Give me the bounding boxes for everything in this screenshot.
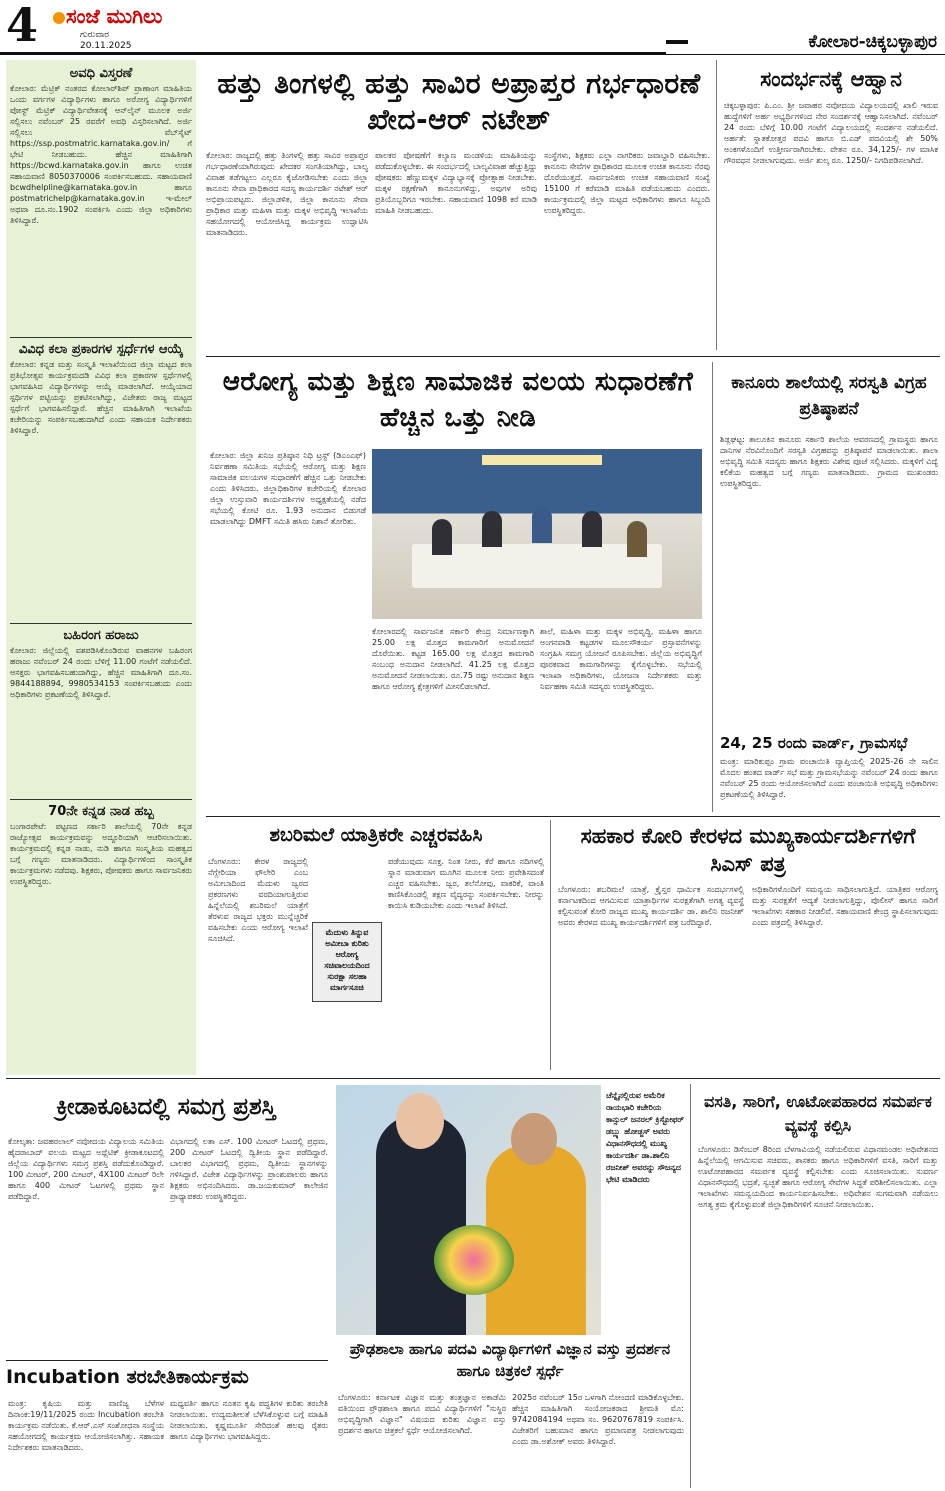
sun-icon [53,12,65,24]
column-rule [716,60,717,350]
article-column: ಮಧ್ಯವರ್ತಿ ಹಾಗೂ ನೂತನ ಕೃಷಿ ಪದ್ಧತಿಗಳ ಕುರಿತು ತರಬೇತಿ ನೀಡಲಾಯಿತು. ಉದ್ಯಮಶೀಲತೆ ಬೆಳೆಸಿಕೊಳ್ಳುವ ಬಗ್ಗೆ ಮಾಹಿತಿ ನೀಡಲಾಯಿತು. ಕೃಷ್ಣಮೂರ್ತಿ ಸೇರಿದಂತೆ ಹಲವು ರೈತರು ಹಾಗೂ ವಿದ್ಯಾರ್ಥಿಗಳು ಭಾಗವಹಿಸಿದ್ದರು. [170,1399,328,1441]
article-headline: 24, 25 ರಂದು ವಾರ್ಡ್, ಗ್ರಾಮಸಭೆ [720,734,908,752]
paper-name: ಸಂಜೆ ಮುಗಿಲು [66,4,163,28]
article-headline: ಹತ್ತು ತಿಂಗಳಲ್ಲಿ ಹತ್ತು ಸಾವಿರ ಅಪ್ರಾಪ್ತರ ಗರ್ಭಧಾರಣೆ ಖೇದ-ಆರ್ ನಟೇಶ್ [217,67,701,136]
head-shape [511,1113,557,1165]
paper-logo [52,4,202,30]
article-column: 2025ರ ನವೆಂಬರ್ 15ರ ಒಳಗಾಗಿ ನೋಂದಣಿ ಮಾಡಿಕೊಳ್ಳಬೇಕು. ಹೆಚ್ಚಿನ ಮಾಹಿತಿಗಾಗಿ ಸಂಯೋಜಕರಾದ ಶ್ರೀಮತಿ ಮೊ: 9742084194 ಅಥವಾ ಸಂ. 9620767819 ಸಂಪರ್ಕಿಸಿ. ವಿಜೇತರಿಗೆ ಬಹುಮಾನ ಹಾಗೂ ಪ್ರಮಾಣಪತ್ರ ನೀಡಲಾಗುವುದು ಎಂದು ಡಾ.ಅಶೋಕ್ ಅವರು ತಿಳಿಸಿದ್ದಾರೆ. [512,1393,684,1446]
weekday: ಗುರುವಾರ [80,30,110,40]
article-column: ಕೋಲಾರ: ಜಿಲ್ಲಾ ಖನಿಜ ಪ್ರತಿಷ್ಠಾನ ನಿಧಿ ಟ್ರಸ್ಟ್ (ಡಿಎಂಎಫ್) ನಿರ್ವಹಣಾ ಸಮಿತಿಯ ಸಭೆಯಲ್ಲಿ ಆರೋಗ್ಯ ಮತ್ತು ಶಿಕ್ಷಣ ಸಾಮಾಜಿಕ ವಲಯಗಳ ಸುಧಾರಣೆಗೆ ಹೆಚ್ಚಿನ ಒತ್ತು ನೀಡಬೇಕು ಎಂದು ತಿಳಿಸಿದರು. ಜಿಲ್ಲಾಧಿಕಾರಿಗಳ ಕಚೇರಿಯಲ್ಲಿ ಕೋಲಾರ ಜಿಲ್ಲಾ ಉಸ್ತುವಾರಿ ಕಾರ್ಯದರ್ಶಿಗಳ ಅಧ್ಯಕ್ಷತೆಯಲ್ಲಿ ನಡೆದ ಸಭೆಯಲ್ಲಿ ಕೋಟಿ ರೂ. 1.93 ಅನುದಾನ ಬಿಡುಗಡೆ ಮಾಡಲಾಗಿದ್ದು DMFT ಸಮಿತಿ ಹಸಿರು ನಿಶಾನೆ ತೋರಿತು. [210,451,366,526]
article-body: ಮಂತ್ರ: ಮಾರಿಕುಪ್ಪಂ ಗ್ರಾಮ ಪಂಚಾಯಿತಿ ವ್ಯಾಪ್ತಿಯಲ್ಲಿ 2025-26 ನೇ ಸಾಲಿನ ಮೊದಲ ಹಂತದ ವಾರ್ಡ್ ಸಭೆ ಮತ್ತು ಗ್ರಾಮಸಭೆಯನ್ನು ನವೆಂಬರ್ 24 ರಂದು ಹಾಗೂ ನವೆಂಬರ್ 25 ರಂದು ಆಯೋಜಿಸಲಾಗಿದೆ ಎಂದು ಪಂಚಾಯಿತಿ ಅಭಿವೃದ್ಧಿ ಅಧಿಕಾರಿಗಳು ಪ್ರಕಟಣೆಯಲ್ಲಿ ತಿಳಿಸಿದ್ದಾರೆ. [720,757,938,799]
article-headline: ಸಂದರ್ಭನಕ್ಕೆ ಆಹ್ವಾನ [760,67,902,91]
head-shape [396,1093,444,1149]
divider [10,337,192,338]
issue-meta [80,30,190,52]
section-title-text: ಕೋಲಾರ-ಚಿಕ್ಕಬಳ್ಳಾಪುರ [808,32,937,52]
article-column: ಬೆಂಗಳೂರು: ಕರ್ನಾಟಕ ವಿಜ್ಞಾನ ಮತ್ತು ತಂತ್ರಜ್ಞಾನ ಅಕಾಡೆಮಿ ವತಿಯಿಂದ ಪ್ರೌಢಶಾಲಾ ಹಾಗೂ ಪದವಿ ವಿದ್ಯಾರ್ಥಿಗಳಿಗೆ "ಸುಸ್ಥಿರ ಅಭಿವೃದ್ಧಿಗಾಗಿ ವಿಜ್ಞಾನ" ವಿಷಯದ ಕುರಿತು ವಿಜ್ಞಾನ ವಸ್ತು ಪ್ರದರ್ಶನ ಹಾಗೂ ಚಿತ್ರಕಲೆ ಸ್ಪರ್ಧೆ ಆಯೋಜಿಸಲಾಗಿದೆ. [338,1393,506,1435]
article-headline: ಶಬರಿಮಲೆ ಯಾತ್ರಿಕರೇ ಎಚ್ಚರವಹಿಸಿ [269,824,483,846]
article-column: ಕೋಲ್ಕತಾ: ಜವಹರಲಾಲ್ ನವೋದಯ ವಿದ್ಯಾಲಯ ಸಮಿತಿಯ ಹೈದರಾಬಾದ್ ವಲಯ ಮಟ್ಟದ ಅಥ್ಲೆಟಿಕ್ ಕ್ರೀಡಾಕೂಟದಲ್ಲಿ ಜಿಲ್ಲೆಯ ವಿದ್ಯಾರ್ಥಿಗಳು ಸಮಗ್ರ ಪ್ರಶಸ್ತಿ ಪಡೆದುಕೊಂಡಿದ್ದಾರೆ. 100 ಮೀಟರ್, 200 ಮೀಟರ್, 4X100 ಮೀಟರ್ ರಿಲೇ ಹಾಗೂ 400 ಮೀಟರ್ ಓಟಗಳಲ್ಲಿ ಪ್ರಥಮ ಸ್ಥಾನ ಪಡೆದಿದ್ದಾರೆ. [8,1137,164,1201]
brief-title: 70ನೇ ಕನ್ನಡ ನಾಡ ಹಬ್ಬ [48,804,154,819]
article-column: ಮಂತ್ರ: ಕೃಷಿಯ ಮತ್ತು ವಾಣಿಜ್ಯ ಬೆಳೆಗಳ ದಿನಾಂಕ:19/11/2025 ರಂದು Incubation ತರಬೇತಿ ಕಾರ್ಯಕ್ರಮ ನಡೆಯಿತು. ಕೆ.ಆರ್.ಎಸ್ ಸಂಶೋಧನಾ ಸಂಸ್ಥೆಯ ಸಹಯೋಗದಲ್ಲಿ ಕಾರ್ಯಕ್ರಮ ಆಯೋಜಿಸಲಾಗಿತ್ತು. ಸಹಾಯಕ ನಿರ್ದೇಶಕರು ಮಾತನಾಡಿದರು. [8,1399,164,1452]
article-headline: ಪ್ರೌಢಶಾಲಾ ಹಾಗೂ ಪದವಿ ವಿದ್ಯಾರ್ಥಿಗಳಿಗೆ ವಿಜ್ಞಾನ ವಸ್ತು ಪ್ರದರ್ಶನ ಹಾಗೂ ಚಿತ್ರಕಲೆ ಸ್ಪರ್ಧೆ [349,1340,671,1380]
person-shape [432,519,452,555]
column-rule [690,1084,691,1488]
article-headline: ಆರೋಗ್ಯ ಮತ್ತು ಶಿಕ್ಷಣ ಸಾಮಾಜಿಕ ವಲಯ ಸುಧಾರಣೆಗೆ ಹೆಚ್ಚಿನ ಒತ್ತು ನೀಡಿ [222,367,694,433]
banner-shape [482,455,602,465]
divider [10,623,192,624]
brief-body: ಕೋಲಾರ: ಜಿಲ್ಲೆಯಲ್ಲಿ ವಶಪಡಿಸಿಕೊಂಡಿರುವ ವಾಹನಗಳ ಬಹಿರಂಗ ಹರಾಜು ನವೆಂಬರ್ 24 ರಂದು ಬೆಳಿಗ್ಗೆ 11.00 ಗಂಟೆಗೆ ನಡೆಯಲಿದೆ. ಆಸಕ್ತರು ಭಾಗವಹಿಸಬಹುದಾಗಿದ್ದು, ಹೆಚ್ಚಿನ ಮಾಹಿತಿಗಾಗಿ ದೂ.ಸಂ. 9844188894, 9980534153 ಸಂಪರ್ಕಿಸಬಹುದು ಎಂದು ಅಧಿಕಾರಿಗಳು ಪ್ರಕಟಣೆಯಲ್ಲಿ ತಿಳಿಸಿದ್ದಾರೆ. [10,646,192,699]
divider [10,799,192,800]
article-headline: ವಸತಿ, ಸಾರಿಗೆ, ಊಟೋಪಹಾರದ ಸಮರ್ಪಕ ವ್ಯವಸ್ಥೆ ಕಲ್ಪಿಸಿ [704,1092,932,1135]
article-headline: Incubation ತರಬೇತಿಕಾರ್ಯಕ್ರಮ [6,1366,249,1388]
section-rule [206,816,940,817]
column-rule [550,820,551,1070]
article-body: ಶಿಡ್ಲಘಟ್ಟ: ತಾಲೂಕಿನ ಕಾನೂರು ಸರ್ಕಾರಿ ಶಾಲೆಯ ಆವರಣದಲ್ಲಿ ಗ್ರಾಮಸ್ಥರು ಹಾಗೂ ದಾನಿಗಳ ನೆರವಿನೊಂದಿಗೆ ಸರಸ್ವತಿ ವಿಗ್ರಹವನ್ನು ಪ್ರತಿಷ್ಠಾಪನೆ ಮಾಡಲಾಯಿತು. ಶಾಲಾ ಅಭಿವೃದ್ಧಿ ಸಮಿತಿ ಸದಸ್ಯರು ಹಾಗೂ ಶಿಕ್ಷಕರು ವಿಶೇಷ ಪೂಜೆ ಸಲ್ಲಿಸಿದರು. ಮಕ್ಕಳಿಗೆ ವಿದ್ಯೆ ಕಲಿಕೆಯ ಮಹತ್ವದ ಬಗ್ಗೆ ಗಣ್ಯರು ಮಾತನಾಡಿದರು. ಗ್ರಾಮದ ಮುಖಂಡರು ಉಪಸ್ಥಿತರಿದ್ದರು. [720,435,938,488]
brief-body: ಕೋಲಾರ: ಕನ್ನಡ ಮತ್ತು ಸಂಸ್ಕೃತಿ ಇಲಾಖೆಯಿಂದ ಜಿಲ್ಲಾ ಮಟ್ಟದ ಕಲಾ ಪ್ರತಿಭೋತ್ಸವ ಕಾರ್ಯಕ್ರಮದಡಿ ವಿವಿಧ ಕಲಾ ಪ್ರಕಾರಗಳ ಸ್ಪರ್ಧೆಗಳಲ್ಲಿ ಭಾಗವಹಿಸಿದ ವಿದ್ಯಾರ್ಥಿಗಳನ್ನು ಆಯ್ಕೆ ಮಾಡಲಾಗಿದೆ. ಆಯ್ಕೆಯಾದ ಸ್ಪರ್ಧಿಗಳ ಪಟ್ಟಿಯನ್ನು ಪ್ರಕಟಿಸಲಾಗಿದ್ದು, ವಿಜೇತರು ರಾಜ್ಯ ಮಟ್ಟದ ಸ್ಪರ್ಧೆಗೆ ಭಾಗವಹಿಸಲಿದ್ದಾರೆ. ಹೆಚ್ಚಿನ ಮಾಹಿತಿಗಾಗಿ ಇಲಾಖೆಯ ಕಚೇರಿಯನ್ನು ಸಂಪರ್ಕಿಸಬಹುದಾಗಿದೆ ಎಂದು ಸಹಾಯಕ ನಿರ್ದೇಶಕರು ತಿಳಿಸಿದ್ದಾರೆ. [10,360,192,435]
person-shape [627,521,647,557]
photo-caption: ಚೆನ್ನೈನಲ್ಲಿರುವ ಅಮೆರಿಕ ರಾಯಭಾರಿ ಕಚೇರಿಯ ಕಾನ್ಸುಲ್ ಜನರಲ್ ಕ್ರಿಸ್ಟೋಫರ್ ಡಬ್ಲ್ಯು ಹೋಡ್ಜಸ್ ಅವರು ವಿಧಾನಸೌಧದಲ್ಲಿ ಮುಖ್ಯ ಕಾರ್ಯದರ್ಶಿ ಡಾ.ಶಾಲಿನಿ ರಜನೀಶ್ ಅವರನ್ನು ಸೌಜನ್ಯದ ಭೇಟಿ ಮಾಡಿದರು [606,1091,684,1184]
article-column: ಕೋಲಾರದಲ್ಲಿ ಸಾರ್ವಜನಿಕ ಸರ್ಕಾರಿ ಕೇಂದ್ರ ನಿರ್ಮಾಣಕ್ಕಾಗಿ 25.00 ಲಕ್ಷ ಮೊತ್ತದ ಕಾಮಗಾರಿಗೆ ಅನುಮೋದನೆ ದೊರೆಯಿತು. ಕಟ್ಟಡ 165.00 ಲಕ್ಷ ಮೊತ್ತದ ಕಾಮಗಾರಿ ಸಂಬಂಧ ಅನುದಾನ ನೀಡಲಾಗಿದೆ. 41.25 ಲಕ್ಷ ಮೊತ್ತದ ಅನುಮೋದನೆ ನೀಡಲಾಯಿತು. ರೂ.75 ರಷ್ಟು ಅನುದಾನ ಶಿಕ್ಷಣ ಹಾಗೂ ಆರೋಗ್ಯ ಕ್ಷೇತ್ರಗಳಿಗೆ ಮೀಸಲಿಡಲಾಗಿದೆ. [372,627,534,691]
person-shape [532,507,552,543]
person-shape [582,511,602,547]
article-column: ಅಧಿಕಾರಿಗಳೊಂದಿಗೆ ಸಮನ್ವಯ ಸಾಧಿಸಲಾಗುತ್ತಿದೆ. ಯಾತ್ರಿಕರ ಆರೋಗ್ಯ ಮತ್ತು ಸುರಕ್ಷತೆಗೆ ಆದ್ಯತೆ ನೀಡಲಾಗುತ್ತಿದ್ದು, ಪೊಲೀಸ್ ಹಾಗೂ ಸಾರಿಗೆ ಇಲಾಖೆಗಳು ಸಹಕಾರ ನೀಡಲಿವೆ. ಸಹಾಯವಾಣಿ ಕೇಂದ್ರ ಸ್ಥಾಪಿಸಲಾಗುವುದು ಎಂದು ಪತ್ರದಲ್ಲಿ ತಿಳಿಸಿದ್ದಾರೆ. [752,885,938,927]
article-column: ಬೆಂಗಳೂರು: ಕೇರಳ ರಾಜ್ಯದಲ್ಲಿ ನೆಗ್ಲೇರಿಯಾ ಫೌಲೇರಿ ಎಂಬ ಅಮೀಬಾದಿಂದ ಮೆದುಳು ಜ್ವರದ ಪ್ರಕರಣಗಳು ವರದಿಯಾಗುತ್ತಿರುವ ಹಿನ್ನೆಲೆಯಲ್ಲಿ ಶಬರಿಮಲೆ ಯಾತ್ರೆಗೆ ತೆರಳುವ ರಾಜ್ಯದ ಭಕ್ತರು ಮುನ್ನೆಚ್ಚರಿಕೆ ವಹಿಸಬೇಕು ಎಂದು ಆರೋಗ್ಯ ಇಲಾಖೆ ಸೂಚಿಸಿದೆ. [208,857,308,943]
article-column: ಶಾಲೆ, ಮಹಿಳಾ ಮತ್ತು ಮಕ್ಕಳ ಅಭಿವೃದ್ಧಿ, ಮಹಿಳಾ ಹಾಗೂ ಅಂಗನವಾಡಿ ಕಟ್ಟಡಗಳ ಮೂಲಸೌಕರ್ಯ ಪ್ರಸ್ತಾವನೆಗಳನ್ನು ಸಂಗ್ರಹಿಸಿ ಸಮಗ್ರ ಯೋಜನೆ ರೂಪಿಸಬೇಕು. ಜಿಲ್ಲೆಯ ಅಭಿವೃದ್ಧಿಗೆ ಪೂರಕವಾದ ಕಾಮಗಾರಿಗಳನ್ನು ಕೈಗೊಳ್ಳಬೇಕು. ಸಭೆಯಲ್ಲಿ ಇಲಾಖಾ ಅಧಿಕಾರಿಗಳು, ಯೋಜನಾ ನಿರ್ದೇಶಕರು ಮತ್ತು ನಿರ್ವಹಣಾ ಸಮಿತಿ ಸದಸ್ಯರು ಉಪಸ್ಥಿತರಿದ್ದರು. [540,627,702,691]
article-headline: ಸಹಕಾರ ಕೋರಿ ಕೇರಳದ ಮುಖ್ಯಕಾರ್ಯದರ್ಶಿಗಳಿಗೆ ಸಿಎಸ್ ಪತ್ರ [580,824,916,876]
article-column: ವಿಭಾಗದಲ್ಲಿ ಲತಾ ಎಸ್. 100 ಮೀಟರ್ ಓಟದಲ್ಲಿ ಪ್ರಥಮ, 200 ಮೀಟರ್ ಓಟದಲ್ಲಿ ದ್ವಿತೀಯ ಸ್ಥಾನ ಪಡೆದಿದ್ದಾರೆ. ಬಾಲಕರ ವಿಭಾಗದಲ್ಲಿ ಪ್ರಥಮ, ದ್ವಿತೀಯ ಸ್ಥಾನಗಳನ್ನು ಗಳಿಸಿದ್ದಾರೆ. ವಿಜೇತ ವಿದ್ಯಾರ್ಥಿಗಳನ್ನು ಪ್ರಾಂಶುಪಾಲರು ಹಾಗೂ ಶಿಕ್ಷಕರು ಅಭಿನಂದಿಸಿದರು. ಡಾ.ಜಯಕುಮಾರ್ ಕಾಲೇಜಿನ ಪ್ರಾಧ್ಯಾಪಕರು ಉಪಸ್ಥಿತರಿದ್ದರು. [170,1137,328,1201]
article-column: ಸಂಸ್ಥೆಗಳು, ಶಿಕ್ಷಕರು ಎಲ್ಲಾ ನಾಗರಿಕರು ಜವಾಬ್ದಾರಿ ವಹಿಸಬೇಕು. ಕಾನೂನು ಸೇವೆಗಳ ಪ್ರಾಧಿಕಾರದ ಮೂಲಕ ಉಚಿತ ಕಾನೂನು ನೆರವು ದೊರೆಯುತ್ತದೆ. ಸಾರ್ವಜನಿಕರು ಉಚಿತ ಸಹಾಯವಾಣಿ ಸಂಖ್ಯೆ 15100 ಗೆ ಕರೆಮಾಡಿ ಮಾಹಿತಿ ಪಡೆಯಬಹುದು ಎಂದರು. ಕಾರ್ಯಕ್ರಮದಲ್ಲಿ ಜಿಲ್ಲಾ ಮಟ್ಟದ ಅಧಿಕಾರಿಗಳು ಹಾಗೂ ಸಿಬ್ಬಂದಿ ಉಪಸ್ಥಿತರಿದ್ದರು. [544,151,710,215]
brief-body: ಕೋಲಾರ: ಮೆಟ್ರಿಕ್ ನಂತರದ ಕೋಲಾರ್‌ಶಿಪ್ ಪ್ರಾಣಾಂಗ ಮಾಹಿತಿಯ ಒಂದು ವರ್ಗಗಳ ವಿದ್ಯಾರ್ಥಿಗಳು ಹಾಗೂ ಅರೋಗ್ಯ ವಿದ್ಯಾರ್ಥಿಗಳಿಗೆ ಪೋಸ್ಟ್‌ ಮೆಟ್ರಿಕ್ ವಿದ್ಯಾರ್ಥಿವೇತನಕ್ಕೆ ಆನ್‌ಲೈನ್ ಮೂಲಕ ಅರ್ಜಿ ಸಲ್ಲಿಸಲು ನವೆಂಬರ್ 25 ರವರೆಗೆ ಅವಧಿ ವಿಸ್ತರಿಸಲಾಗಿದೆ. ಅರ್ಜಿ ಸಲ್ಲಿಸಲು ವೆಬ್‌ಸೈಟ್ https://ssp.postmatric.karnataka.gov.in/ ಗೆ ಭೇಟಿ ನೀಡಬಹುದು. ಹೆಚ್ಚಿನ ಮಾಹಿತಿಗಾಗಿ https://bcwd.karnataka.gov.in ಹಾಗೂ ಉಚಿತ ಸಹಾಯವಾಣಿ 8050370006 ಸಂಪರ್ಕಿಸಬಹುದು. ಸಹಾಯವಾಣಿ bcwdhelpline@karnataka.gov.in ಹಾಗೂ postmatrichelp@karnataka.gov.in ಇ-ಮೇಲ್ ಅಥವಾ ದೂ.ನಂ.1902 ಸಂಪರ್ಕಿಸಿ ಎಂದು ಜಿಲ್ಲಾ ಅಧಿಕಾರಿಗಳು ತಿಳಿಸಿದ್ದಾರೆ. [10,84,192,225]
article-headline: ಕಾನೂರು ಶಾಲೆಯಲ್ಲಿ ಸರಸ್ವತಿ ವಿಗ್ರಹ ಪ್ರತಿಷ್ಠಾಪನೆ [731,373,927,419]
page-number: 4 [6,2,39,48]
article-body: ಚಿಕ್ಕಬಳ್ಳಾಪುರ: ಪಿ.ಎಂ. ಶ್ರೀ ಜವಾಹರ ನವೋದಯ ವಿದ್ಯಾಲಯದಲ್ಲಿ ಖಾಲಿ ಇರುವ ಹುದ್ದೆಗಳಿಗೆ ಅರ್ಹ ಅಭ್ಯರ್ಥಿಗಳಿಂದ ನೇರ ಸಂದರ್ಶನಕ್ಕೆ ಆಹ್ವಾನಿಸಲಾಗಿದೆ. ನವೆಂಬರ್ 24 ರಂದು ಬೆಳಿಗ್ಗೆ 10.00 ಗಂಟೆಗೆ ವಿದ್ಯಾಲಯದಲ್ಲಿ ಸಂದರ್ಶನ ನಡೆಯಲಿದೆ. ಅರ್ಹತೆ: ಸ್ನಾತಕೋತ್ತರ ಪದವಿ ಹಾಗೂ ಬಿ.ಎಡ್ ಪದವಿಯಲ್ಲಿ ಶೇ 50% ಅಂಕಗಳೊಂದಿಗೆ ಉತ್ತೀರ್ಣರಾಗಿರಬೇಕು. ವೇತನ ರೂ. 34,125/- ಗಳ ಮಾಸಿಕ ಗೌರವಧನ ನೀಡಲಾಗುವುದು. ಅರ್ಜಿ ಶುಲ್ಕ ರೂ. 1250/- ನಿಗದಿಪಡಿಸಲಾಗಿದೆ. [724,101,938,165]
info-box: ಮೆದುಳು ತಿನ್ನುವ ಅಮೀಬಾ ಕುರಿತು ಆರೋಗ್ಯ ಸಚಿವಾಲಯದಿಂದ ಸುರಕ್ಷಾ ಸಲಹಾ ಮಾರ್ಗಸೂಚಿ [312,922,382,1002]
brief-body: ಬಂಗಾರಪೇಟೆ: ಪಟ್ಟಣದ ಸರ್ಕಾರಿ ಶಾಲೆಯಲ್ಲಿ 70ನೇ ಕನ್ನಡ ರಾಜ್ಯೋತ್ಸವ ಕಾರ್ಯಕ್ರಮವನ್ನು ಅದ್ದೂರಿಯಾಗಿ ಆಚರಿಸಲಾಯಿತು. ಕಾರ್ಯಕ್ರಮದಲ್ಲಿ ಕನ್ನಡ ನಾಡು, ನುಡಿ ಹಾಗೂ ಸಂಸ್ಕೃತಿಯ ಮಹತ್ವದ ಬಗ್ಗೆ ಗಣ್ಯರು ಮಾತನಾಡಿದರು. ವಿದ್ಯಾರ್ಥಿಗಳಿಂದ ಸಾಂಸ್ಕೃತಿಕ ಕಾರ್ಯಕ್ರಮಗಳು ನಡೆದವು. ಶಿಕ್ಷಕರು, ಪೋಷಕರು ಹಾಗೂ ಸಾರ್ವಜನಿಕರು ಉಪಸ್ಥಿತರಿದ್ದರು. [10,822,192,886]
article-column: ಪಡೆಯುವುದು ಸೂಕ್ತ. ನಿಂತ ನೀರು, ಕೆರೆ ಹಾಗೂ ನದಿಗಳಲ್ಲಿ ಸ್ನಾನ ಮಾಡುವಾಗ ಮೂಗಿನ ಮೂಲಕ ನೀರು ಪ್ರವೇಶಿಸದಂತೆ ಎಚ್ಚರ ವಹಿಸಬೇಕು. ಜ್ವರ, ತಲೆನೋವು, ವಾಕರಿಕೆ, ವಾಂತಿ ಕಾಣಿಸಿಕೊಂಡಲ್ಲಿ ತಕ್ಷಣ ವೈದ್ಯರನ್ನು ಸಂಪರ್ಕಿಸಬೇಕು. ನೀರನ್ನು ಕಾಯಿಸಿ ಕುಡಿಯಬೇಕು ಎಂದು ಇಲಾಖೆ ತಿಳಿಸಿದೆ. [388,857,544,910]
meeting-photo [372,449,702,619]
bouquet-shape [434,1225,514,1295]
person-shape [482,511,502,547]
section-rule [6,1078,940,1079]
courtesy-call-photo [336,1085,601,1335]
left-briefs-column [6,60,196,1075]
brief-title: ವಿವಿಧ ಕಲಾ ಪ್ರಕಾರಗಳ ಸ್ಪರ್ಧೆಗಳ ಆಯ್ಕೆ [18,342,184,357]
brief-title: ಅವಧಿ ವಿಸ್ತರಣೆ [69,66,133,81]
section-rule [6,1360,328,1361]
issue-date: 20.11.2025 [80,41,132,51]
article-column: ಕೋಲಾರ: ರಾಜ್ಯದಲ್ಲಿ ಹತ್ತು ತಿಂಗಳಲ್ಲಿ ಹತ್ತು ಸಾವಿರ ಅಪ್ರಾಪ್ತರ ಗರ್ಭಧಾರಣೆಯಾಗಿರುವುದು ಖೇದಕರ ಸಂಗತಿಯಾಗಿದ್ದು, ಬಾಲ್ಯ ವಿವಾಹ ತಡೆಗಟ್ಟಲು ಎಲ್ಲರೂ ಕೈಜೋಡಿಸಬೇಕು ಎಂದು ಜಿಲ್ಲಾ ಕಾನೂನು ಸೇವಾ ಪ್ರಾಧಿಕಾರದ ಸದಸ್ಯ ಕಾರ್ಯದರ್ಶಿ ನಟೇಶ್ ಆರ್ ಅಭಿಪ್ರಾಯಪಟ್ಟರು. ಜಿಲ್ಲಾಡಳಿತ, ಜಿಲ್ಲಾ ಕಾನೂನು ಸೇವಾ ಪ್ರಾಧಿಕಾರ ಮತ್ತು ಮಹಿಳಾ ಮತ್ತು ಮಕ್ಕಳ ಅಭಿವೃದ್ಧಿ ಇಲಾಖೆಯ ಸಹಯೋಗದಲ್ಲಿ ಆಯೋಜಿಸಿದ್ದ ಕಾರ್ಯಕ್ರಮ ಉದ್ಘಾಟಿಸಿ ಮಾತನಾಡಿದರು. [206,151,368,237]
section-title [666,30,945,54]
article-body: ಬೆಂಗಳೂರು: ಡಿಸೆಂಬರ್ 8ರಿಂದ ಬೆಳಗಾವಿಯಲ್ಲಿ ನಡೆಯಲಿರುವ ವಿಧಾನಮಂಡಲ ಅಧಿವೇಶನದ ಹಿನ್ನೆಲೆಯಲ್ಲಿ ಆಗಮಿಸುವ ಸಚಿವರು, ಶಾಸಕರು ಹಾಗೂ ಅಧಿಕಾರಿಗಳಿಗೆ ವಸತಿ, ಸಾರಿಗೆ ಮತ್ತು ಊಟೋಪಹಾರದ ಸಮರ್ಪಕ ವ್ಯವಸ್ಥೆ ಕಲ್ಪಿಸಬೇಕು ಎಂದು ಸೂಚಿಸಲಾಯಿತು. ಸುವರ್ಣ ವಿಧಾನಸೌಧದಲ್ಲಿ ಭದ್ರತೆ, ಸ್ವಚ್ಛತೆ ಹಾಗೂ ಆರೋಗ್ಯ ಸೇವೆಗಳ ಸಿದ್ಧತೆ ಪರಿಶೀಲಿಸಲಾಯಿತು. ಎಲ್ಲಾ ಇಲಾಖೆಗಳು ಸಮನ್ವಯದಿಂದ ಕಾರ್ಯನಿರ್ವಹಿಸಬೇಕು. ಅಧಿವೇಶನ ಸುಗಮವಾಗಿ ನಡೆಯಲು ಅಗತ್ಯ ಕ್ರಮ ಕೈಗೊಳ್ಳುವಂತೆ ಜಿಲ್ಲಾಧಿಕಾರಿಗಳಿಗೆ ಸೂಚನೆ ನೀಡಲಾಯಿತು. [698,1145,938,1209]
brief-title: ಬಹಿರಂಗ ಹರಾಜು [63,628,139,643]
column-rule [712,362,713,812]
article-column: ಬೆಂಗಳೂರು: ಶಬರಿಮಲೆ ಯಾತ್ರೆ, ಕ್ರೈಸ್ತರ ಧಾರ್ಮಿಕ ಸಂದರ್ಭಗಳಲ್ಲಿ ಕರ್ನಾಟಕದಿಂದ ಆಗಮಿಸುವ ಯಾತ್ರಾರ್ಥಿಗಳ ಸುರಕ್ಷತೆಗಾಗಿ ಅಗತ್ಯ ವ್ಯವಸ್ಥೆ ಕಲ್ಪಿಸುವಂತೆ ಕೋರಿ ರಾಜ್ಯದ ಮುಖ್ಯ ಕಾರ್ಯದರ್ಶಿ ಡಾ. ಶಾಲಿನಿ ರಜನೀಶ್ ಅವರು ಕೇರಳದ ಮುಖ್ಯ ಕಾರ್ಯದರ್ಶಿಗಳಿಗೆ ಪತ್ರ ಬರೆದಿದ್ದಾರೆ. [558,885,744,927]
section-rule [206,356,940,357]
article-headline: ಕ್ರೀಡಾಕೂಟದಲ್ಲಿ ಸಮಗ್ರ ಪ್ರಶಸ್ತಿ [56,1094,276,1120]
article-column: ಪಾಲಕರ ಪೋಷಣೆಗೆ ಕಲ್ಯಾಣ ಮಂಡಳಿಯ ಮಾಹಿತಿಯನ್ನು ಪಡೆದುಕೊಳ್ಳಬೇಕು. ಈ ಸಂದರ್ಭದಲ್ಲಿ ಬಾಲ್ಯವಿವಾಹ ಹೆಚ್ಚುತ್ತಿದ್ದು ಪೋಷಕರು ಹೆಣ್ಣುಮಕ್ಕಳ ವಿದ್ಯಾಭ್ಯಾಸಕ್ಕೆ ಪ್ರೋತ್ಸಾಹ ನೀಡಬೇಕು. ಮಕ್ಕಳ ರಕ್ಷಣೆಗಾಗಿ ಕಾನೂನುಗಳಿದ್ದು, ಅವುಗಳ ಅರಿವು ಪ್ರತಿಯೊಬ್ಬರಿಗೂ ಇರಬೇಕು. ಸಹಾಯವಾಣಿ 1098 ಕರೆ ಮಾಡಿ ಮಾಹಿತಿ ನೀಡಬಹುದು. [375,151,537,215]
